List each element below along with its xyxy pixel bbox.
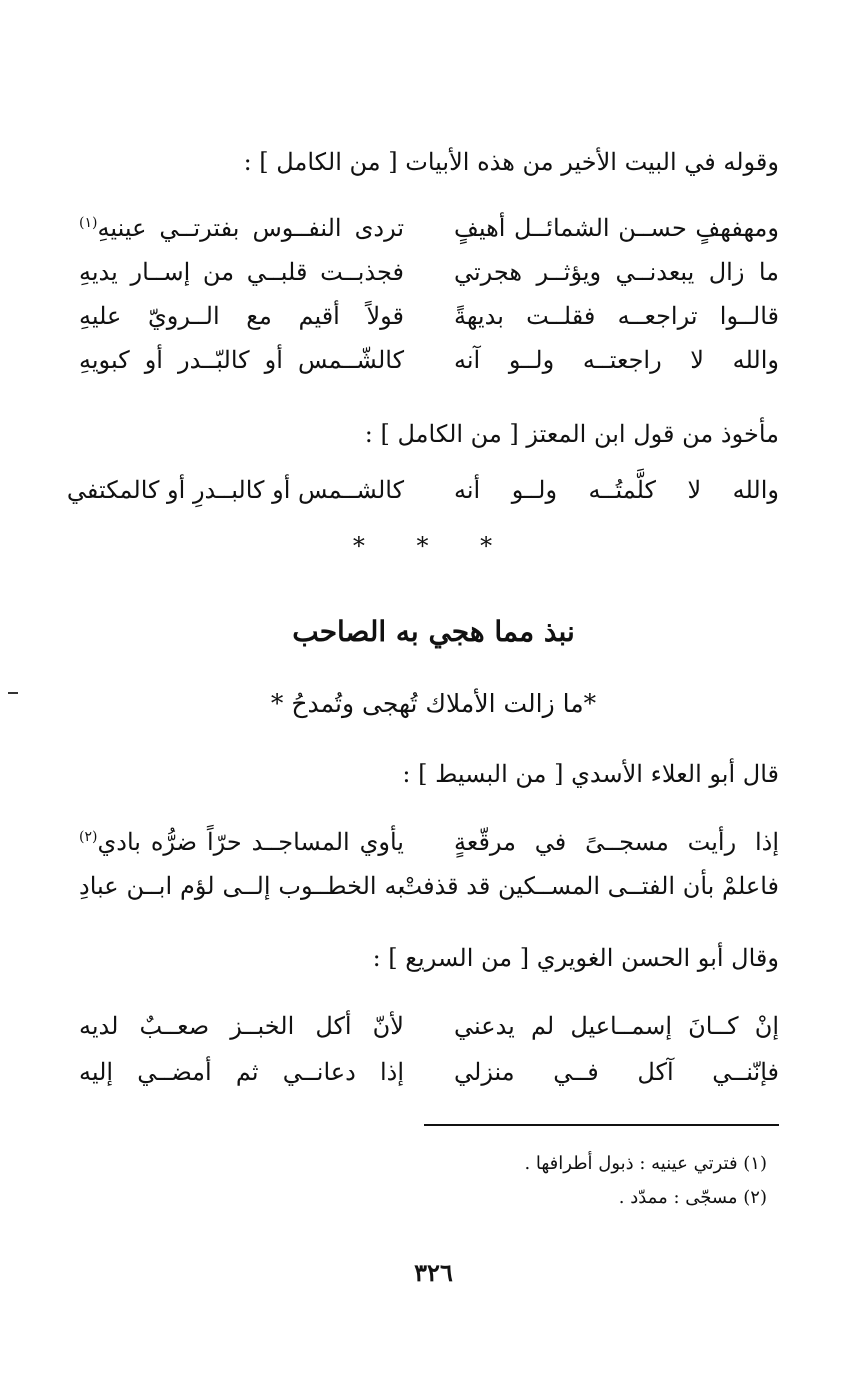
verse-line [79,250,779,294]
verse-first-hemistich: فاعلمْ بأن الفتــى المســكين قد قذفتْ [399,872,779,900]
verse-second-hemistich [79,206,404,250]
verse-line [79,1004,779,1048]
verse-second-hemistich: قولاً أقيم مع الــرويّ عليهِ [79,302,404,330]
verse-second-hemistich: كالشــمس أو كالبــدرِ أو كالمكتفي [66,476,404,504]
verse-line [66,468,779,512]
verse-line [79,338,779,382]
subtitle-mark: * [583,689,597,718]
verse-first-hemistich: ومهفهفٍ حســن الشمائــل أهيفٍ [454,214,779,242]
verse-second-hemistich: لأنّ أكل الخبــز صعــبٌ لديه [79,1012,404,1040]
verse-line [79,1050,779,1094]
subtitle-mark: * [270,689,284,718]
verse-second-text: يأوي المساجــد حرّاً ضرُّه بادي [97,828,404,856]
footnote-marker: (٢) [79,829,98,845]
intro-line-1: وقوله في البيت الأخير من هذه الأبيات [ من الكامل ] : [243,148,779,176]
section-separator: * * * [352,532,515,560]
verse-line [79,206,779,250]
verse-first-hemistich: ما زال يبعدنــي ويؤثــر هجرتي [454,258,779,286]
section-subtitle [0,686,867,722]
verse-first-hemistich: إنْ كــانَ إسمــاعيل لم يدعني [454,1012,779,1040]
footnote-2: (٢) مسجّى : ممدّد . [618,1187,767,1208]
verse-second-hemistich: إذا دعانــي ثم أمضــي إليه [79,1058,404,1086]
intro-line-3: قال أبو العلاء الأسدي [ من البسيط ] : [402,760,779,788]
verse-line [79,294,779,338]
intro-line-4: وقال أبو الحسن الغويري [ من السريع ] : [372,944,779,972]
margin-mark [8,692,18,694]
subtitle-text: ما زالت الأملاك تُهجى وتُمدحُ [291,689,584,718]
verse-line [79,864,779,908]
verse-second-hemistich: كالشّــمس أو كالبّــدر أو كبويهِ [79,346,404,374]
verse-first-hemistich: إذا رأيت مسجــىً في مرقّعةٍ [454,828,779,856]
footnote-marker: (١) [79,215,98,231]
verse-first-hemistich: قالــوا تراجعــه فقلــت بديهةً [454,302,779,330]
intro-line-2: مأخوذ من قول ابن المعتز [ من الكامل ] : [364,420,779,448]
verse-second-text: تردى النفــوس بفترتــي عينيهِ [97,214,404,242]
verse-second-hemistich: فجذبــت قلبــي من إســار يديهِ [79,258,404,286]
footnote-divider [424,1124,779,1126]
footnote-1: (١) فترتي عينيه : ذبول أطرافها . [524,1153,767,1174]
verse-first-hemistich: والله لا راجعتــه ولــو آنه [454,346,779,374]
verse-second-hemistich: به الخطــوب إلــى لؤم ابــن عبادِ [79,872,404,900]
verse-line [79,820,779,864]
verse-first-hemistich: والله لا كلَّمتُــه ولــو أنه [454,476,779,504]
verse-first-hemistich: فإنّنــي آكل فــي منزلي [454,1058,779,1086]
page-number: ٣٢٦ [414,1258,453,1287]
verse-second-hemistich [79,820,404,864]
section-title: نبذ مما هجي به الصاحب [292,615,575,648]
